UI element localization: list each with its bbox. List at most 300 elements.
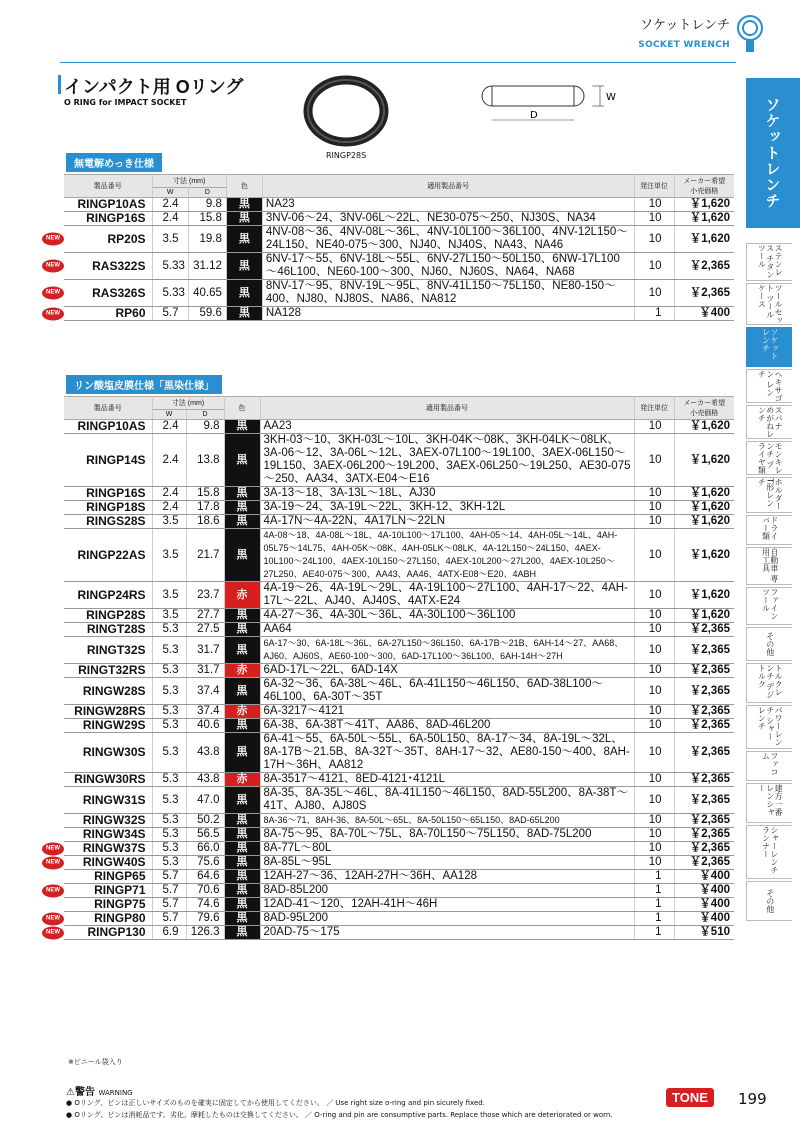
table-row bbox=[64, 884, 734, 898]
price: ￥400 bbox=[674, 884, 734, 898]
applicable-products: 8AD-95L200 bbox=[260, 912, 634, 926]
order-unit: 10 bbox=[634, 529, 674, 582]
price: ￥2,365 bbox=[674, 253, 734, 280]
price: ￥2,365 bbox=[674, 705, 734, 719]
side-tab-main[interactable]: ソケットレンチ bbox=[746, 78, 800, 228]
table-electroless bbox=[46, 174, 734, 321]
order-unit: 1 bbox=[634, 307, 674, 321]
product-number: RINGW31S bbox=[64, 787, 152, 814]
table-row bbox=[64, 719, 734, 733]
dim-w: 5.33 bbox=[152, 253, 188, 280]
table-row bbox=[64, 814, 734, 828]
applicable-products: 12AH-27～36、12AH-27H～36H、AA128 bbox=[260, 870, 634, 884]
price: ￥2,365 bbox=[674, 719, 734, 733]
col-header-app: 適用製品番号 bbox=[262, 175, 634, 198]
color-cell: 黒 bbox=[224, 501, 260, 515]
applicable-products: 4A-19～26、4A-19L～29L、4A-19L100～27L100、4AH-17～22、4AH-17L～22L、AJ40、AJ40S、4ATX-E24 bbox=[260, 582, 634, 609]
warning-title: ⚠警告 WARNING bbox=[66, 1087, 133, 1098]
dim-d: 74.6 bbox=[186, 898, 224, 912]
order-unit: 10 bbox=[634, 253, 674, 280]
applicable-products: 3NV-06～24、3NV-06L～22L、NE30-075～250、NJ30S、NA34 bbox=[262, 212, 634, 226]
col-header-pn: 製品番号 bbox=[64, 175, 152, 198]
side-tab[interactable]: スパナ めがねレンチ bbox=[746, 405, 792, 439]
dim-w: 5.3 bbox=[152, 773, 186, 787]
price: ￥2,365 bbox=[674, 623, 734, 637]
applicable-products: 8NV-17～95、8NV-19L～95L、8NV-41L150～75L150、NE80-150～400、NJ80、NJ80S、NA86、NA812 bbox=[262, 280, 634, 307]
price: ￥2,365 bbox=[674, 678, 734, 705]
price: ￥2,365 bbox=[674, 787, 734, 814]
side-tab[interactable]: ソケット レンチ bbox=[746, 327, 792, 367]
col-header-app: 適用製品番号 bbox=[260, 397, 634, 420]
product-number: RINGS28S bbox=[64, 515, 152, 529]
product-number: NEW RINGP71 bbox=[64, 884, 152, 898]
col-header-qty: 発注単位 bbox=[634, 397, 674, 420]
applicable-products: AA64 bbox=[260, 623, 634, 637]
applicable-products: 4A-08～18、4A-08L～18L、4A-10L100～17L100、4AH-05～14、4AH-05L～14L、4AH-05L75～14L75、4AH-05K～08K、4AH-05LK～08LK、4A-12L150～24L150、4AEX-10L100～24L100、4AEX-10L150～27L150、4AEX-10L200～27L200、4AEX-10L250～27L250、AE40-075～300、AA43、AA46、4ATX-E08～E20、4ABH bbox=[260, 529, 634, 582]
col-header-d: D bbox=[188, 188, 226, 198]
order-unit: 10 bbox=[634, 787, 674, 814]
color-cell: 黒 bbox=[224, 678, 260, 705]
price: ￥2,365 bbox=[674, 856, 734, 870]
dim-w: 5.3 bbox=[152, 705, 186, 719]
dim-d: 50.2 bbox=[186, 814, 224, 828]
table-row bbox=[64, 637, 734, 664]
color-cell: 黒 bbox=[224, 870, 260, 884]
product-number: RINGW29S bbox=[64, 719, 152, 733]
o-ring-image bbox=[300, 72, 392, 150]
dim-d: 17.8 bbox=[186, 501, 224, 515]
warning-jp: 警告 bbox=[74, 1087, 95, 1098]
applicable-products: 6A-3217～4121 bbox=[260, 705, 634, 719]
table-row bbox=[64, 487, 734, 501]
side-tab[interactable]: ファイン ツール bbox=[746, 587, 792, 625]
dim-w: 5.7 bbox=[152, 912, 186, 926]
new-badge: NEW bbox=[42, 926, 64, 939]
dim-w: 3.5 bbox=[152, 582, 186, 609]
dim-w: 5.3 bbox=[152, 856, 186, 870]
col-header-pn: 製品番号 bbox=[64, 397, 152, 420]
color-cell: 黒 bbox=[224, 719, 260, 733]
dim-w: 5.3 bbox=[152, 719, 186, 733]
table-row bbox=[64, 842, 734, 856]
product-number: RINGP65 bbox=[64, 870, 152, 884]
color-cell: 赤 bbox=[224, 705, 260, 719]
dim-d: 27.7 bbox=[186, 609, 224, 623]
color-cell: 赤 bbox=[224, 664, 260, 678]
col-header-color: 色 bbox=[224, 397, 260, 420]
side-tab[interactable]: モンキレンチ プライヤ類 bbox=[746, 441, 792, 475]
table-row bbox=[64, 870, 734, 884]
order-unit: 10 bbox=[634, 814, 674, 828]
order-unit: 1 bbox=[634, 912, 674, 926]
product-number: RINGW34S bbox=[64, 828, 152, 842]
dim-w: 2.4 bbox=[152, 198, 188, 212]
table-row bbox=[64, 280, 734, 307]
order-unit: 10 bbox=[634, 582, 674, 609]
order-unit: 1 bbox=[634, 884, 674, 898]
side-tab[interactable]: ツールセット ツールケース bbox=[746, 283, 792, 325]
order-unit: 10 bbox=[634, 664, 674, 678]
color-cell: 黒 bbox=[224, 515, 260, 529]
order-unit: 10 bbox=[634, 609, 674, 623]
product-number: RINGP75 bbox=[64, 898, 152, 912]
warning-line-2: ● Oリング、ピンは消耗品です。劣化、摩耗したものは交換してください。 ／ O-ring and pin are consumptive parts. Replace those which are deteriorated or worn. bbox=[66, 1111, 613, 1119]
dim-d: 43.8 bbox=[186, 773, 224, 787]
dim-d: 37.4 bbox=[186, 705, 224, 719]
dim-d: 37.4 bbox=[186, 678, 224, 705]
applicable-products: 6NV-17～55、6NV-18L～55L、6NV-27L150～50L150、6NW-17L100～46L100、NE60-100～300、NJ60、NJ60S、NA64、NA68 bbox=[262, 253, 634, 280]
price: ￥1,620 bbox=[674, 609, 734, 623]
price: ￥510 bbox=[674, 926, 734, 940]
product-number: RINGT28S bbox=[64, 623, 152, 637]
header-jp: ソケットレンチ bbox=[640, 18, 730, 33]
price: ￥400 bbox=[674, 912, 734, 926]
price: ￥2,365 bbox=[674, 773, 734, 787]
table-row bbox=[64, 212, 734, 226]
color-cell: 黒 bbox=[224, 856, 260, 870]
side-tab[interactable]: 建方一番 レンシャー bbox=[746, 783, 792, 823]
product-number: NEW RINGW40S bbox=[64, 856, 152, 870]
new-badge: NEW bbox=[42, 842, 64, 855]
dim-w: 5.33 bbox=[152, 280, 188, 307]
dim-d: 9.8 bbox=[186, 420, 224, 434]
dim-w: 3.5 bbox=[152, 226, 188, 253]
order-unit: 10 bbox=[634, 280, 674, 307]
color-cell: 黒 bbox=[224, 828, 260, 842]
applicable-products: NA128 bbox=[262, 307, 634, 321]
dim-d: 23.7 bbox=[186, 582, 224, 609]
dim-d: 43.8 bbox=[186, 733, 224, 773]
table-row bbox=[64, 529, 734, 582]
dim-d: 21.7 bbox=[186, 529, 224, 582]
product-number: RINGP16S bbox=[64, 212, 152, 226]
dim-d: 15.8 bbox=[186, 487, 224, 501]
applicable-products: 8A-36～71、8AH-36、8A-50L～65L、8A-50L150～65L150、8AD-65L200 bbox=[260, 814, 634, 828]
new-badge: NEW bbox=[42, 884, 64, 897]
price: ￥400 bbox=[674, 307, 734, 321]
new-badge: NEW bbox=[42, 287, 64, 300]
price: ￥1,620 bbox=[674, 212, 734, 226]
color-cell: 赤 bbox=[224, 773, 260, 787]
table-row bbox=[64, 856, 734, 870]
price: ￥1,620 bbox=[674, 529, 734, 582]
dim-d: 31.12 bbox=[188, 253, 226, 280]
warning-en: WARNING bbox=[98, 1089, 133, 1097]
color-cell: 黒 bbox=[226, 253, 262, 280]
product-number: RINGW28RS bbox=[64, 705, 152, 719]
side-tab[interactable]: ファコム bbox=[746, 751, 792, 781]
price: ￥2,365 bbox=[674, 280, 734, 307]
order-unit: 10 bbox=[634, 226, 674, 253]
page-subtitle: O RING for IMPACT SOCKET bbox=[64, 98, 187, 107]
header-en: SOCKET WRENCH bbox=[638, 40, 730, 50]
dim-w: 5.7 bbox=[152, 870, 186, 884]
side-tab[interactable]: ヘキサゴン レンチ bbox=[746, 369, 792, 403]
col-header-dim: 寸法 (mm) bbox=[152, 397, 224, 410]
page-title: インパクト用 Oリング bbox=[64, 73, 243, 99]
dim-d: 9.8 bbox=[188, 198, 226, 212]
color-cell: 黒 bbox=[226, 198, 262, 212]
dim-d: 40.65 bbox=[188, 280, 226, 307]
order-unit: 10 bbox=[634, 434, 674, 487]
dim-d: 64.6 bbox=[186, 870, 224, 884]
applicable-products: 3A-19～24、3A-19L～22L、3KH-12、3KH-12L bbox=[260, 501, 634, 515]
table-row bbox=[64, 253, 734, 280]
dim-w: 2.4 bbox=[152, 487, 186, 501]
product-number: RINGP10AS bbox=[64, 420, 152, 434]
dim-w: 5.3 bbox=[152, 664, 186, 678]
dim-w: 3.5 bbox=[152, 529, 186, 582]
table-row bbox=[64, 434, 734, 487]
dim-w: 5.3 bbox=[152, 787, 186, 814]
dim-d: 18.6 bbox=[186, 515, 224, 529]
order-unit: 1 bbox=[634, 870, 674, 884]
table-row bbox=[64, 926, 734, 940]
side-tab[interactable]: ホルダー T形レンチ bbox=[746, 477, 792, 513]
color-cell: 黒 bbox=[226, 307, 262, 321]
dim-d: 27.5 bbox=[186, 623, 224, 637]
order-unit: 10 bbox=[634, 719, 674, 733]
applicable-products: 8A-85L～95L bbox=[260, 856, 634, 870]
order-unit: 10 bbox=[634, 705, 674, 719]
price: ￥1,620 bbox=[674, 198, 734, 212]
price: ￥2,365 bbox=[674, 828, 734, 842]
dim-d: 75.6 bbox=[186, 856, 224, 870]
dim-w: 2.4 bbox=[152, 420, 186, 434]
side-tab[interactable]: ステンレス チタンツール bbox=[746, 243, 792, 281]
new-badge: NEW bbox=[42, 307, 64, 320]
color-cell: 黒 bbox=[224, 637, 260, 664]
product-number: NEW RINGP130 bbox=[64, 926, 152, 940]
applicable-products: NA23 bbox=[262, 198, 634, 212]
table-row bbox=[64, 912, 734, 926]
applicable-products: 6A-41～55、6A-50L～55L、6A-50L150、8A-17～34、8A-19L～32L、8A-17B～21.5B、8A-32T～35T、8AH-17～32、AE80-150～400、8AH-17H～36H、AA812 bbox=[260, 733, 634, 773]
side-tab[interactable]: パワーレンチ シャーレンチ bbox=[746, 705, 792, 749]
order-unit: 10 bbox=[634, 515, 674, 529]
price: ￥1,620 bbox=[674, 582, 734, 609]
product-number: RINGT32S bbox=[64, 637, 152, 664]
dim-d: 70.6 bbox=[186, 884, 224, 898]
order-unit: 10 bbox=[634, 623, 674, 637]
color-cell: 黒 bbox=[224, 898, 260, 912]
color-cell: 黒 bbox=[224, 814, 260, 828]
dim-w: 5.7 bbox=[152, 884, 186, 898]
product-number: RINGP14S bbox=[64, 434, 152, 487]
product-number: RINGP10AS bbox=[64, 198, 152, 212]
applicable-products: 8A-75～95、8A-70L～75L、8A-70L150～75L150、8AD-75L200 bbox=[260, 828, 634, 842]
color-cell: 黒 bbox=[224, 487, 260, 501]
side-tab[interactable]: シャーレンチ ランナー bbox=[746, 825, 792, 879]
product-number: RINGP16S bbox=[64, 487, 152, 501]
new-badge: NEW bbox=[42, 233, 64, 246]
applicable-products: 8A-3517～4121、8ED-4121･4121L bbox=[260, 773, 634, 787]
dim-w: 5.7 bbox=[152, 307, 188, 321]
color-cell: 黒 bbox=[224, 733, 260, 773]
dim-w: 5.3 bbox=[152, 733, 186, 773]
order-unit: 10 bbox=[634, 828, 674, 842]
product-number: RINGW30RS bbox=[64, 773, 152, 787]
side-tab[interactable]: その他 bbox=[746, 627, 792, 661]
order-unit: 10 bbox=[634, 212, 674, 226]
col-header-price: メーカー希望 小売価格 bbox=[674, 397, 734, 420]
o-ring-dimension-diagram bbox=[470, 80, 630, 130]
dim-w: 5.3 bbox=[152, 842, 186, 856]
dim-w: 6.9 bbox=[152, 926, 186, 940]
price: ￥2,365 bbox=[674, 814, 734, 828]
applicable-products: 6A-38、6A-38T～41T、AA86、8AD-46L200 bbox=[260, 719, 634, 733]
order-unit: 10 bbox=[634, 487, 674, 501]
dim-w: 2.4 bbox=[152, 212, 188, 226]
dim-w: 5.3 bbox=[152, 828, 186, 842]
dim-d: 59.6 bbox=[188, 307, 226, 321]
applicable-products: AA23 bbox=[260, 420, 634, 434]
order-unit: 1 bbox=[634, 898, 674, 912]
dim-d-label: D bbox=[530, 110, 538, 121]
table-row bbox=[64, 226, 734, 253]
price: ￥2,365 bbox=[674, 637, 734, 664]
price: ￥400 bbox=[674, 870, 734, 884]
new-badge: NEW bbox=[42, 912, 64, 925]
price: ￥1,620 bbox=[674, 420, 734, 434]
socket-wrench-icon bbox=[736, 12, 766, 54]
side-tab[interactable]: ドライバー類 bbox=[746, 515, 792, 545]
color-cell: 黒 bbox=[224, 420, 260, 434]
footnote: ※ビニール袋入り bbox=[68, 1058, 123, 1066]
section1-label: 無電解めっき仕様 bbox=[66, 153, 162, 172]
color-cell: 黒 bbox=[224, 623, 260, 637]
applicable-products: 4A-17N～4A-22N、4A17LN～22LN bbox=[260, 515, 634, 529]
side-tab[interactable]: その他 bbox=[746, 881, 792, 921]
side-tab[interactable]: トルクレンチ デジトルク bbox=[746, 663, 792, 703]
product-number: RINGT32RS bbox=[64, 664, 152, 678]
applicable-products: 8A-77L～80L bbox=[260, 842, 634, 856]
col-header-d: D bbox=[186, 410, 224, 420]
table-row bbox=[64, 307, 734, 321]
applicable-products: 6A-32～36、6A-38L～46L、6A-41L150～46L150、6AD-38L100～46L100、6A-30T～35T bbox=[260, 678, 634, 705]
col-header-w: W bbox=[152, 410, 186, 420]
col-header-color: 色 bbox=[226, 175, 262, 198]
price: ￥1,620 bbox=[674, 487, 734, 501]
color-cell: 黒 bbox=[224, 912, 260, 926]
order-unit: 10 bbox=[634, 842, 674, 856]
table-phosphate bbox=[46, 396, 734, 940]
dim-w: 2.4 bbox=[152, 501, 186, 515]
applicable-products: 20AD-75～175 bbox=[260, 926, 634, 940]
applicable-products: 6AD-17L～22L、6AD-14X bbox=[260, 664, 634, 678]
applicable-products: 12AD-41～120、12AH-41H～46H bbox=[260, 898, 634, 912]
dim-d: 47.0 bbox=[186, 787, 224, 814]
dim-w: 5.3 bbox=[152, 637, 186, 664]
table-row bbox=[64, 609, 734, 623]
dim-w-label: W bbox=[606, 92, 616, 103]
price: ￥2,365 bbox=[674, 733, 734, 773]
product-number: RINGP24RS bbox=[64, 582, 152, 609]
table-row bbox=[64, 198, 734, 212]
dim-w: 5.3 bbox=[152, 623, 186, 637]
price: ￥2,365 bbox=[674, 664, 734, 678]
applicable-products: 4A-27～36、4A-30L～36L、4A-30L100～36L100 bbox=[260, 609, 634, 623]
warning-line-1: ● Oリング、ピンは正しいサイズのものを確実に固定してから使用してください。 ／ Use right size o-ring and pin sicurely fixed. bbox=[66, 1099, 485, 1107]
dim-d: 56.5 bbox=[186, 828, 224, 842]
price: ￥2,365 bbox=[674, 842, 734, 856]
table-row bbox=[64, 773, 734, 787]
table-row bbox=[64, 623, 734, 637]
color-cell: 黒 bbox=[224, 842, 260, 856]
new-badge: NEW bbox=[42, 260, 64, 273]
product-number: NEW RAS322S bbox=[64, 253, 152, 280]
color-cell: 黒 bbox=[224, 926, 260, 940]
dim-w: 5.7 bbox=[152, 898, 186, 912]
col-header-qty: 発注単位 bbox=[634, 175, 674, 198]
tone-logo: TONE bbox=[666, 1088, 714, 1107]
applicable-products: 8AD-85L200 bbox=[260, 884, 634, 898]
col-header-w: W bbox=[152, 188, 188, 198]
order-unit: 10 bbox=[634, 773, 674, 787]
product-number: RINGW30S bbox=[64, 733, 152, 773]
order-unit: 10 bbox=[634, 733, 674, 773]
table-row bbox=[64, 898, 734, 912]
order-unit: 10 bbox=[634, 501, 674, 515]
section2-label: リン酸塩皮膜仕様「黒染仕様」 bbox=[66, 375, 222, 394]
dim-d: 31.7 bbox=[186, 637, 224, 664]
color-cell: 黒 bbox=[226, 226, 262, 253]
table-row bbox=[64, 582, 734, 609]
color-cell: 黒 bbox=[224, 884, 260, 898]
applicable-products: 3KH-03～10、3KH-03L～10L、3KH-04K～08K、3KH-04LK～08LK、3A-06～12、3A-06L～12L、3AEX-07L100～19L100、3AEX-06L150～19L150、3AEX-06L200～19L200、3AEX-06L250～19L250、AE30-075～250、AA34、3ATX-E04～E16 bbox=[260, 434, 634, 487]
col-header-dim: 寸法 (mm) bbox=[152, 175, 226, 188]
table-row bbox=[64, 787, 734, 814]
dim-w: 5.3 bbox=[152, 814, 186, 828]
dim-d: 79.6 bbox=[186, 912, 224, 926]
side-tab[interactable]: 自動車 専用工具 bbox=[746, 547, 792, 585]
color-cell: 黒 bbox=[224, 787, 260, 814]
applicable-products: 3A-13～18、3A-13L～18L、AJ30 bbox=[260, 487, 634, 501]
order-unit: 10 bbox=[634, 678, 674, 705]
page-number: 199 bbox=[738, 1090, 767, 1108]
product-number: NEW RINGP80 bbox=[64, 912, 152, 926]
product-number: NEW RAS326S bbox=[64, 280, 152, 307]
table-row bbox=[64, 733, 734, 773]
table-row bbox=[64, 501, 734, 515]
table-row bbox=[64, 705, 734, 719]
applicable-products: 6A-17～30、6A-18L～36L、6A-27L150～36L150、6A-17B～21B、6AH-14～27、AA68、AJ60、AJ60S、AE60-100～300、6AD-17L100～36L100、6AH-14H～27H bbox=[260, 637, 634, 664]
dim-d: 66.0 bbox=[186, 842, 224, 856]
table-row bbox=[64, 678, 734, 705]
applicable-products: 4NV-08～36、4NV-08L～36L、4NV-10L100～36L100、4NV-12L150～24L150、NE40-075～300、NJ40、NJ40S、NA43、NA46 bbox=[262, 226, 634, 253]
dim-d: 15.8 bbox=[188, 212, 226, 226]
new-badge: NEW bbox=[42, 856, 64, 869]
color-cell: 黒 bbox=[224, 434, 260, 487]
table-row bbox=[64, 828, 734, 842]
product-number: NEW RP20S bbox=[64, 226, 152, 253]
col-header-price: メーカー希望 小売価格 bbox=[674, 175, 734, 198]
color-cell: 黒 bbox=[224, 529, 260, 582]
table-row bbox=[64, 420, 734, 434]
order-unit: 10 bbox=[634, 420, 674, 434]
table-row bbox=[64, 515, 734, 529]
color-cell: 黒 bbox=[226, 212, 262, 226]
product-number: RINGP22AS bbox=[64, 529, 152, 582]
product-number: NEW RINGW37S bbox=[64, 842, 152, 856]
table-row bbox=[64, 664, 734, 678]
order-unit: 10 bbox=[634, 637, 674, 664]
dim-w: 2.4 bbox=[152, 434, 186, 487]
applicable-products: 8A-35、8A-35L～46L、8A-41L150～46L150、8AD-55L200、8A-38T～41T、AJ80、AJ80S bbox=[260, 787, 634, 814]
color-cell: 黒 bbox=[224, 609, 260, 623]
header-rule bbox=[60, 62, 736, 63]
dim-d: 13.8 bbox=[186, 434, 224, 487]
dim-d: 31.7 bbox=[186, 664, 224, 678]
